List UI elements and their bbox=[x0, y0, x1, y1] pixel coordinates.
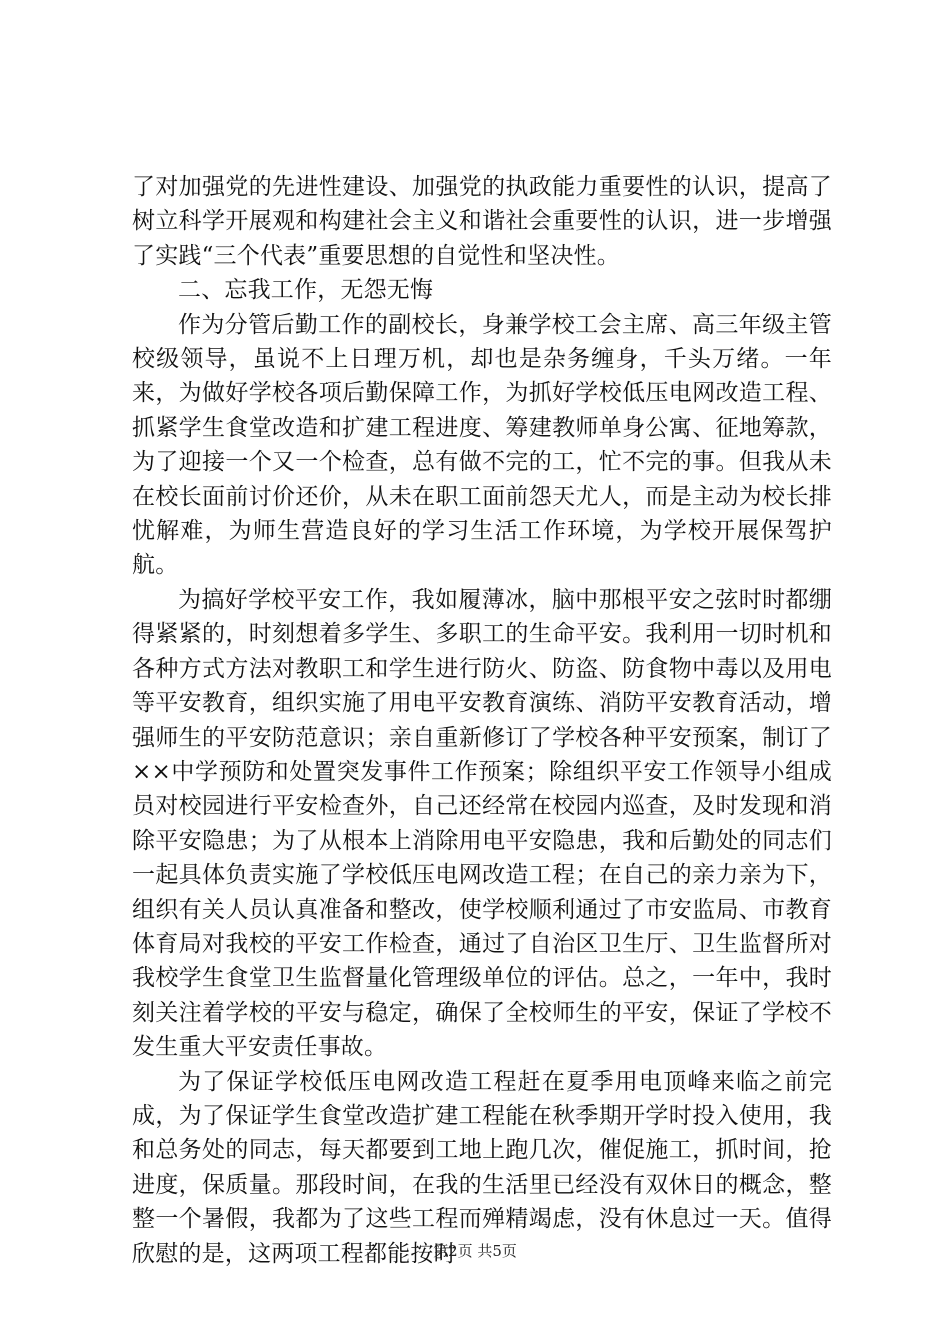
page-number-footer: 第2页 共5页 bbox=[433, 1242, 517, 1260]
paragraph: 为搞好学校平安工作，我如履薄冰，脑中那根平安之弦时时都绷得紧紧的，时刻想着多学生、多职工的生命平安。我利用一切时机和各种方式方法对教职工和学生进行防火、防盗、防食物中毒以及用电等平安教育，组织实施了用电平安教育演练、消防平安教育活动，增强师生的平安防范意识；亲自重新修订了学校各种平安预案，制订了××中学预防和处置突发事件工作预案；除组织平安工作领导小组成员对校园进行平安检查外，自己还经常在校园内巡查，及时发现和消除平安隐患；为了从根本上消除用电平安隐患，我和后勤处的同志们一起具体负责实施了学校低压电网改造工程；在自己的亲力亲为下，组织有关人员认真准备和整改，使学校顺利通过了市安监局、市教育体育局对我校的平安工作检查，通过了自治区卫生厅、卫生监督所对我校学生食堂卫生监督量化管理级单位的评估。总之，一年中，我时刻关注着学校的平安与稳定，确保了全校师生的平安，保证了学校不发生重大平安责任事故。 bbox=[132, 586, 832, 1061]
document-body bbox=[132, 170, 832, 1271]
paragraph: 作为分管后勤工作的副校长，身兼学校工会主席、高三年级主管校级领导，虽说不上日理万机，却也是杂务缠身，千头万绪。一年来，为做好学校各项后勤保障工作，为抓好学校低压电网改造工程、抓紧学生食堂改造和扩建工程进度、筹建教师单身公寓、征地筹款，为了迎接一个又一个检查，总有做不完的工，忙不完的事。但我从未在校长面前讨价还价，从未在职工面前怨天尤人，而是主动为校长排忧解难，为师生营造良好的学习生活工作环境，为学校开展保驾护航。 bbox=[132, 311, 832, 579]
section-heading: 二、忘我工作，无怨无悔 bbox=[178, 277, 434, 304]
paragraph: 为了保证学校低压电网改造工程赶在夏季用电顶峰来临之前完成，为了保证学生食堂改造扩建工程能在秋季期开学时投入使用，我和总务处的同志，每天都要到工地上跑几次，催促施工，抓时间，抢进度，保质量。那段时间，在我的生活里已经没有双休日的概念，整整一个暑假，我都为了这些工程而殚精竭虑，没有休息过一天。值得欣慰的是，这两项工程都能按时 bbox=[132, 1068, 832, 1267]
paragraph-continuation: 了对加强党的先进性建设、加强党的执政能力重要性的认识，提高了树立科学开展观和构建社会主义和谐社会重要性的认识，进一步增强了实践“三个代表”重要思想的自觉性和坚决性。 bbox=[132, 174, 832, 269]
